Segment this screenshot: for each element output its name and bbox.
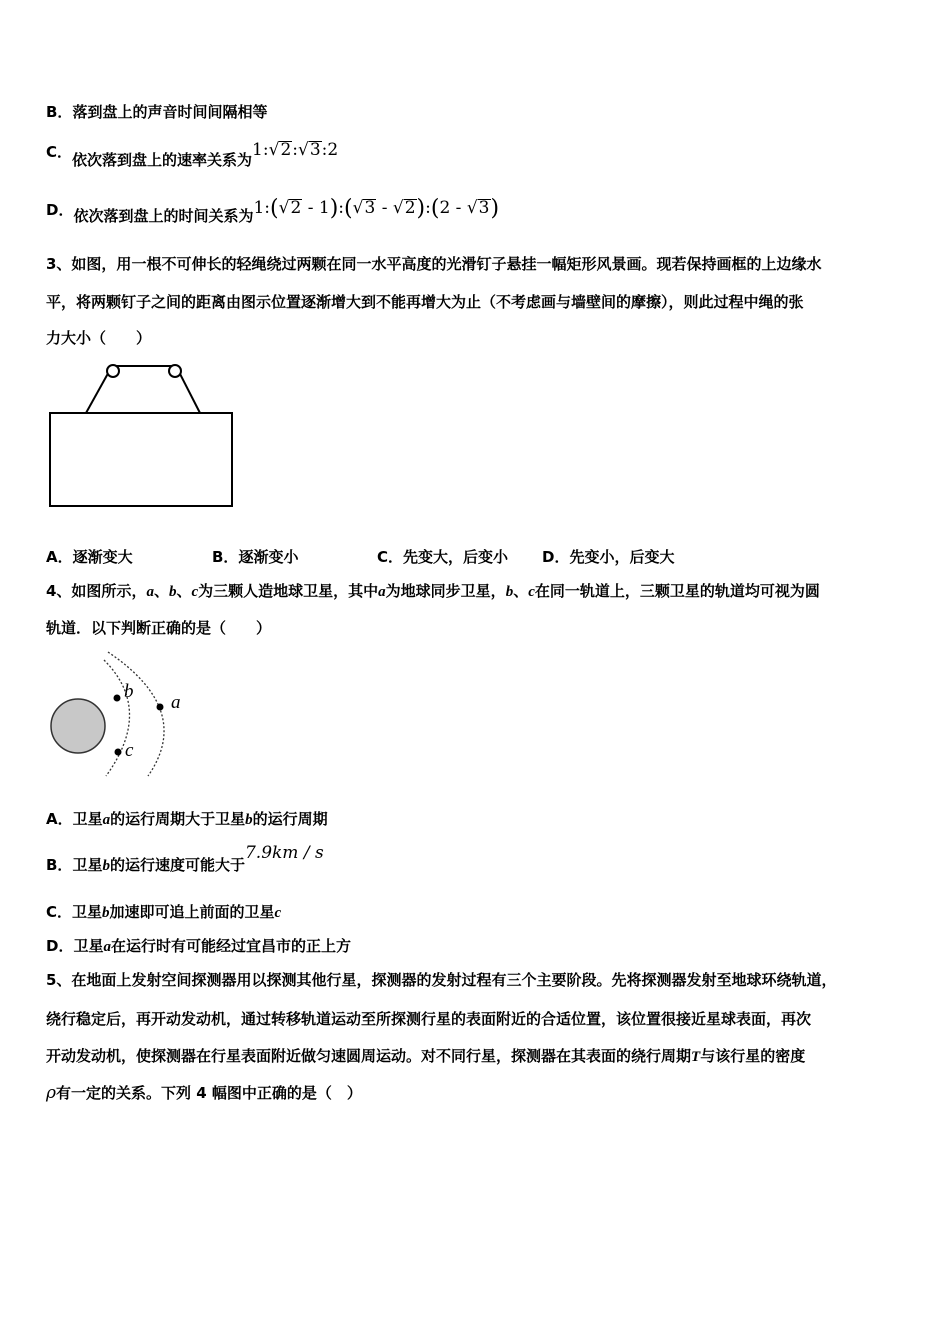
satellite-b (114, 695, 121, 702)
time-ratio-formula: 1:(√2 - 1):(√3 - √2):(2 - √3) (253, 196, 500, 221)
q4-option-a: A．卫星a的运行周期大于卫星b的运行周期 (46, 810, 328, 828)
q3-option-b: B．逐渐变小 (212, 548, 299, 566)
q3-stem-line-3: 力大小（ ） (46, 329, 152, 347)
earth (51, 699, 105, 753)
nail-right (169, 365, 181, 377)
q3-stem-line-1: 3、如图，用一根不可伸长的轻绳绕过两颗在同一水平高度的光滑钉子悬挂一幅矩形风景画。现若保持画框的上边缘水 (46, 255, 822, 273)
option-text: 落到盘上的声音时间间隔相等 (72, 103, 268, 121)
label-b: b (124, 681, 134, 702)
density-symbol: ρ (46, 1083, 56, 1103)
speed-ratio-formula: 1:√2:√3:2 (252, 140, 339, 160)
satellite-orbits-diagram (44, 650, 194, 778)
q3-stem-line-2: 平，将两颗钉子之间的距离由图示位置逐渐增大到不能再增大为止（不考虑画与墙壁间的摩擦），则此过程中绳的张 (46, 293, 804, 311)
q4-option-c: C．卫星b加速即可追上前面的卫星c (46, 903, 282, 921)
q4-option-d: D．卫星a在运行时有可能经过宜昌市的正上方 (46, 937, 351, 955)
satellite-a (157, 704, 164, 711)
q3-option-d: D．先变小，后变大 (542, 548, 675, 566)
q3-option-c: C．先变大，后变小 (377, 548, 509, 566)
q5-line-3: 开动发动机，使探测器在行星表面附近做匀速圆周运动。对不同行星，探测器在其表面的绕行周期T与该行星的密度 (46, 1047, 806, 1065)
option-text: 依次落到盘上的速率关系为 (72, 151, 253, 169)
satellite-c (115, 749, 122, 756)
picture-frame-diagram (44, 358, 240, 510)
option-label: B． (46, 103, 73, 121)
label-a: a (171, 692, 181, 713)
q2-option-d (46, 198, 499, 228)
option-label: C． (46, 143, 73, 161)
option-label: D． (46, 201, 74, 219)
q3-option-a: A．逐渐变大 (46, 548, 133, 566)
nail-left (107, 365, 119, 377)
q4-option-b: B．卫星b的运行速度可能大于7.9km / s (46, 843, 324, 874)
q2-option-c (46, 140, 338, 170)
outer-orbit (108, 652, 164, 776)
speed-formula: 7.9km / s (244, 843, 324, 863)
q5-line-1: 5、在地面上发射空间探测器用以探测其他行星，探测器的发射过程有三个主要阶段。先将探测器发射至地球环绕轨道， (46, 971, 837, 989)
q4-stem-line-2: 轨道．以下判断正确的是（ ） (46, 619, 272, 637)
q5-line-4: ρ有一定的关系。下列 4 幅图中正确的是（ ） (46, 1083, 362, 1103)
option-text: 依次落到盘上的时间关系为 (73, 207, 254, 225)
q4-stem-line-1: 4、如图所示，a、b、c为三颗人造地球卫星，其中a为地球同步卫星，b、c在同一轨道上，三颗卫星的轨道均可视为圆 (46, 582, 820, 600)
q2-option-b (46, 102, 267, 122)
q5-line-2: 绕行稳定后，再开动发动机，通过转移轨道运动至所探测行星的表面附近的合适位置，该位置很接近星球表面，再次 (46, 1010, 812, 1028)
label-c: c (125, 740, 134, 761)
picture-frame (50, 413, 232, 506)
